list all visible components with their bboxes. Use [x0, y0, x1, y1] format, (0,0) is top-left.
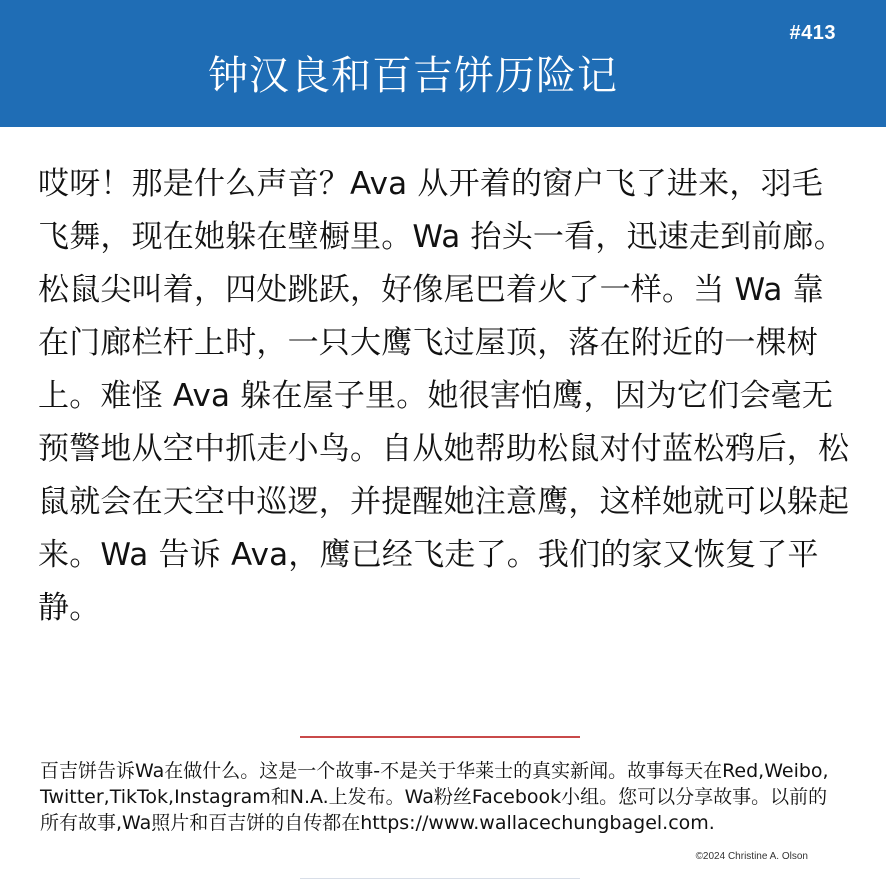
header-banner	[0, 0, 886, 127]
story-text: 哎呀！那是什么声音？Ava 从开着的窗户飞了进来，羽毛飞舞，现在她躲在壁橱里。Wa 抬头一看，迅速走到前廊。松鼠尖叫着，四处跳跃，好像尾巴着火了一样。当 Wa 靠在门廊栏杆上时，一只大鹰飞过屋顶，落在附近的一棵树上。难怪 Ava 躲在屋子里。她很害怕鹰，因为它们会毫无预警地从空中抓走小鸟。自从她帮助松鼠对付蓝松鸦后，松鼠就会在天空中巡逻，并提醒她注意鹰，这样她就可以躲起来。Wa 告诉 Ava，鹰已经飞走了。我们的家又恢复了平静。	[38, 166, 850, 626]
footer-note: 百吉饼告诉Wa在做什么。这是一个故事-不是关于华莱士的真实新闻。故事每天在Red,Weibo,Twitter,TikTok,Instagram和N.A.上发布。Wa粉丝Facebook小组。您可以分享故事。以前的所有故事,Wa照片和百吉饼的自传都在https://www.wallacechungbagel.com.	[40, 760, 829, 834]
episode-number: #413	[789, 22, 836, 44]
divider-line	[300, 736, 580, 738]
page-title: 钟汉良和百吉饼历险记	[208, 53, 618, 99]
bottom-divider	[300, 878, 580, 879]
copyright-text: ©2024 Christine A. Olson	[695, 851, 808, 862]
